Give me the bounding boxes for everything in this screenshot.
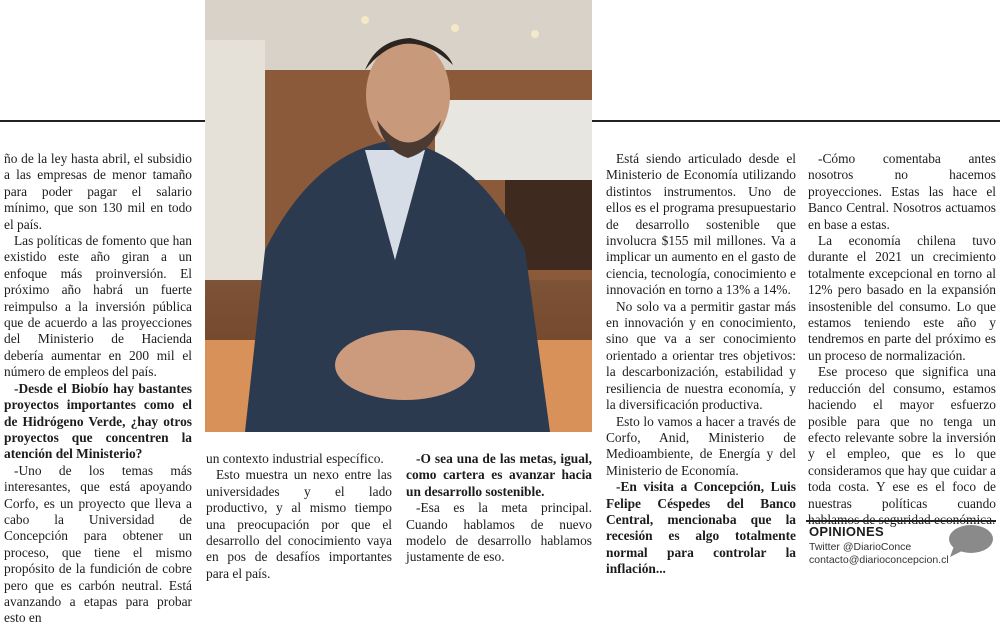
top-rule-left	[0, 120, 205, 122]
article-column-3	[406, 451, 592, 566]
paragraph: Las políticas de fomento que han existido este año giran a un enfoque más proinversión. El próximo año habrá un fuerte reimpulso a la inversión pública que de acuerdo a las proyecciones del Ministerio de Hacienda debería aumentar en 200 mil el número de empleos del país.	[4, 233, 192, 380]
paragraph: -Cómo comentaba antes nosotros no hacemos proyecciones. Estas las hace el Banco Central. Nosotros actuamos en base a estas.	[808, 151, 996, 232]
paragraph: No solo va a permitir gastar más en innovación y en conocimiento, sino que va a ser conocimiento orientado a orientar tres objetivos: la descarbonización, estabilidad y resiliencia de nuestra economía, y la diversificación productiva.	[606, 298, 796, 413]
article-column-5	[808, 151, 996, 528]
paragraph: -Esa es la meta principal. Cuando hablamos de nuevo modelo de desarrollo hablamos justamente de eso.	[406, 500, 592, 565]
twitter-handle: Twitter @DiarioConce	[809, 541, 912, 553]
paragraph: Esto muestra un nexo entre las universidades y el lado productivo, y al mismo tiempo una preocupación por que el desarrollo del conocimiento vaya en pos de desafíos importantes para el país.	[206, 467, 392, 581]
footer-rule	[806, 520, 996, 522]
speech-bubble-icon	[946, 524, 994, 558]
section-label: OPINIONES	[809, 524, 884, 539]
article-column-1	[4, 151, 192, 627]
paragraph: Ese proceso que significa una reducción del consumo, estamos haciendo el mayor esfuerzo posible para que no tenga un efecto relevante sobre la inversión y el empleo, que es lo que consideramos que hay que cuidar a toda costa. Y ese es el foco de nuestras políticas cuando	[808, 364, 996, 511]
paragraph: Esto lo vamos a hacer a través de Corfo, Anid, Ministerio de Medioambiente, de Energía y del Ministerio de Economía.	[606, 413, 796, 478]
paragraph: un contexto industrial específico.	[206, 451, 384, 466]
paragraph: ño de la ley hasta abril, el subsidio a las empresas de menor tamaño para poder pagar el salario mínimo, que son 130 mil en todo el país.	[4, 151, 192, 232]
interview-photo	[205, 0, 592, 432]
interview-question: -O sea una de las metas, igual, como cartera es avanzar hacia un desarrollo sostenible.	[406, 451, 592, 499]
top-rule-right	[592, 120, 1000, 122]
interview-question: -En visita a Concepción, Luis Felipe Céspedes del Banco Central, mencionaba que la recesión es algo totalmente normal para controlar la inflación...	[606, 479, 796, 577]
paragraph: Está siendo articulado desde el Ministerio de Economía utilizando distintos instrumentos. Uno de ellos es el programa presupuestario de desarrollo sostenible que involucra $155 mil millones. Va a implicar un aumento en el gasto de ciencia, tecnología, conocimiento e innovación en torno a 13% a 14%.	[606, 151, 796, 298]
photo-illustration	[205, 0, 592, 432]
paragraph: -Uno de los temas más interesantes, que está apoyando Corfo, es un proyecto que lleva a cabo la Universidad de Concepción para obtener un proceso, que tiene el mismo propósito de la fundición de cobre pero que es carbón neutral. Está avanzando a etapas para probar esto en	[4, 462, 192, 626]
paragraph: La economía chilena tuvo durante el 2021 un crecimiento totalmente excepcional en torno al 12% pero basado en la expansión insostenible del consumo. Lo que estamos teniendo este año y tendremos en parte del próximo es un proceso de normalización.	[808, 233, 996, 363]
article-column-4	[606, 151, 796, 578]
contact-email: contacto@diarioconcepcion.cl	[809, 554, 949, 566]
interview-question: -Desde el Biobío hay bastantes proyectos importantes como el de Hidrógeno Verde, ¿hay otros proyectos que concentren la atención del Ministerio?	[4, 380, 192, 462]
article-column-2	[206, 451, 392, 582]
